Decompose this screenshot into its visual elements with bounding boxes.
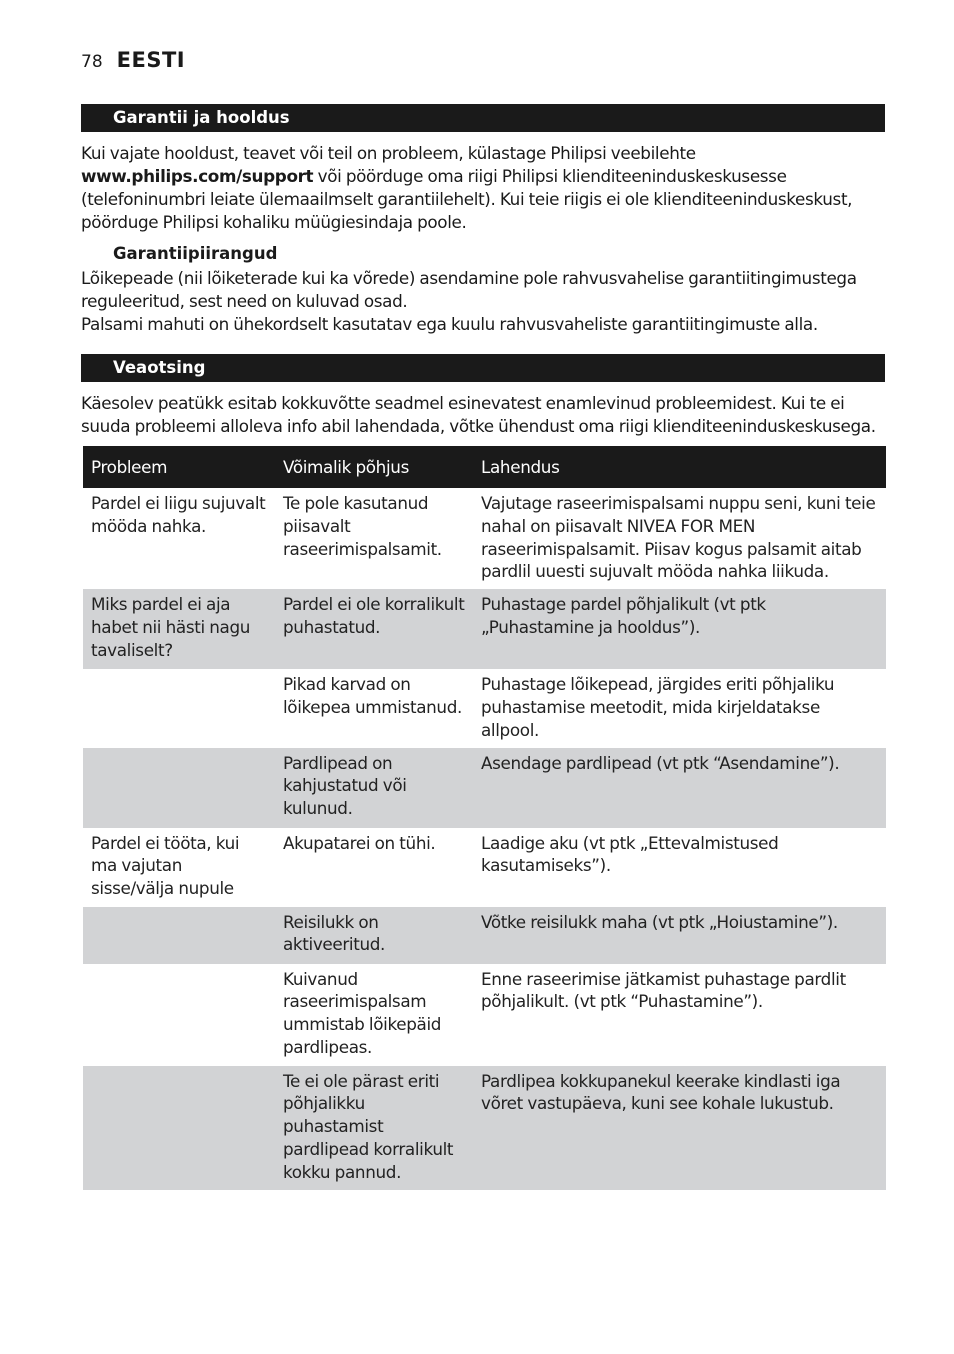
- table-row: [83, 1066, 886, 1190]
- problem-cell: [83, 964, 275, 1066]
- problem-cell: [83, 669, 275, 747]
- restrictions-paragraph-2: Palsami mahuti on ühekordselt kasutatav ega kuulu rahvusvaheliste garantiitingimuste alla.: [81, 314, 818, 334]
- solution-cell: Võtke reisilukk maha (vt ptk „Hoiustamine”).: [473, 907, 886, 964]
- table-row: [83, 488, 886, 589]
- table-row: [83, 589, 886, 669]
- table-row: [83, 964, 886, 1066]
- table-row: [83, 828, 886, 907]
- table-row: [83, 907, 886, 964]
- section-title-warranty: Garantii ja hooldus: [81, 104, 885, 132]
- column-header-cause: Võimalik põhjus: [275, 446, 473, 488]
- problem-cell: Miks pardel ei aja habet nii hästi nagu tavaliselt?: [83, 589, 275, 669]
- warranty-intro-rest: või pöörduge oma riigi Philipsi klienditeeninduskeskusesse (telefoninumbri leiate ülemaailmselt garantiilehelt). Kui teie riigis ei ole klienditeeninduskeskust, pöörduge Philipsi kohaliku müügiesindaja poole.: [81, 166, 853, 232]
- cause-cell: Pikad karvad on lõikepea ummistanud.: [283, 674, 462, 717]
- solution-cell: Vajutage raseerimispalsami nuppu seni, kuni teie nahal on piisavalt NIVEA FOR MEN raseerimispalsamit. Piisav kogus palsamit aitab pardlil uuesti sujuvalt mööda nahka liikuda.: [481, 493, 876, 582]
- cause-cell: Pardel ei ole korralikult puhastatud.: [275, 589, 473, 669]
- table-header-row: [83, 446, 886, 488]
- page-number: 78: [81, 52, 103, 72]
- warranty-intro-line1: Kui vajate hooldust, teavet või teil on probleem, külastage Philipsi veebilehte: [81, 143, 696, 163]
- section-title-troubleshooting: Veaotsing: [81, 354, 885, 382]
- solution-cell: Puhastage lõikepead, järgides eriti põhjaliku puhastamise meetodit, mida kirjeldatakse allpool.: [481, 674, 835, 740]
- problem-cell: Pardel ei tööta, kui ma vajutan sisse/välja nupule: [91, 832, 240, 899]
- support-link[interactable]: www.philips.com/support: [81, 166, 314, 186]
- problem-cell: [83, 748, 275, 828]
- warranty-restrictions-text: [81, 267, 891, 336]
- solution-cell: Pardlipea kokkupanekul keerake kindlasti iga võret vastupäeva, kuni see kohale lukustub.: [473, 1066, 886, 1190]
- column-header-solution: Lahendus: [473, 446, 886, 488]
- table-row: [83, 669, 886, 747]
- troubleshooting-intro: Käesolev peatükk esitab kokkuvõtte seadmel esinevatest enamlevinud probleemidest. Kui te ei suuda probleemi alloleva info abil lahendada, võtke ühendust oma riigi klienditeeninduskeskusega.: [81, 393, 876, 436]
- warranty-restrictions-title: Garantiipiirangud: [113, 244, 278, 263]
- solution-cell: Laadige aku (vt ptk „Ettevalmistused kasutamiseks”).: [481, 832, 779, 876]
- restrictions-paragraph-1: Lõikepeade (nii lõiketerade kui ka võrede) asendamine pole rahvusvahelise garantiitingimustega reguleeritud, sest need on kuluvad osad.: [81, 268, 857, 311]
- cause-cell: Reisilukk on aktiveeritud.: [275, 907, 473, 964]
- warranty-intro: [81, 142, 891, 234]
- problem-cell: [83, 907, 275, 964]
- cause-cell: Akupatarei on tühi.: [283, 832, 436, 853]
- solution-cell: Asendage pardlipead (vt ptk “Asendamine”).: [473, 748, 886, 828]
- column-header-problem: Probleem: [83, 446, 275, 488]
- cause-cell: Te pole kasutanud piisavalt raseerimispalsamit.: [283, 493, 442, 559]
- language-label: EESTI: [116, 48, 186, 72]
- cause-cell: Te ei ole pärast eriti põhjalikku puhastamist pardlipead korralikult kokku pannud.: [275, 1066, 473, 1190]
- troubleshooting-table: [83, 446, 886, 1190]
- table-row: [83, 748, 886, 828]
- solution-cell: Enne raseerimise jätkamist puhastage pardlit põhjalikult. (vt ptk “Puhastamine”).: [481, 968, 846, 1012]
- page-header: [81, 48, 185, 72]
- problem-cell: [83, 1066, 275, 1190]
- cause-cell: Kuivanud raseerimispalsam ummistab lõikepäid pardlipeas.: [283, 968, 442, 1057]
- solution-cell: Puhastage pardel põhjalikult (vt ptk „Puhastamine ja hooldus”).: [473, 589, 886, 669]
- problem-cell: Pardel ei liigu sujuvalt mööda nahka.: [91, 493, 266, 536]
- cause-cell: Pardlipead on kahjustatud või kulunud.: [275, 748, 473, 828]
